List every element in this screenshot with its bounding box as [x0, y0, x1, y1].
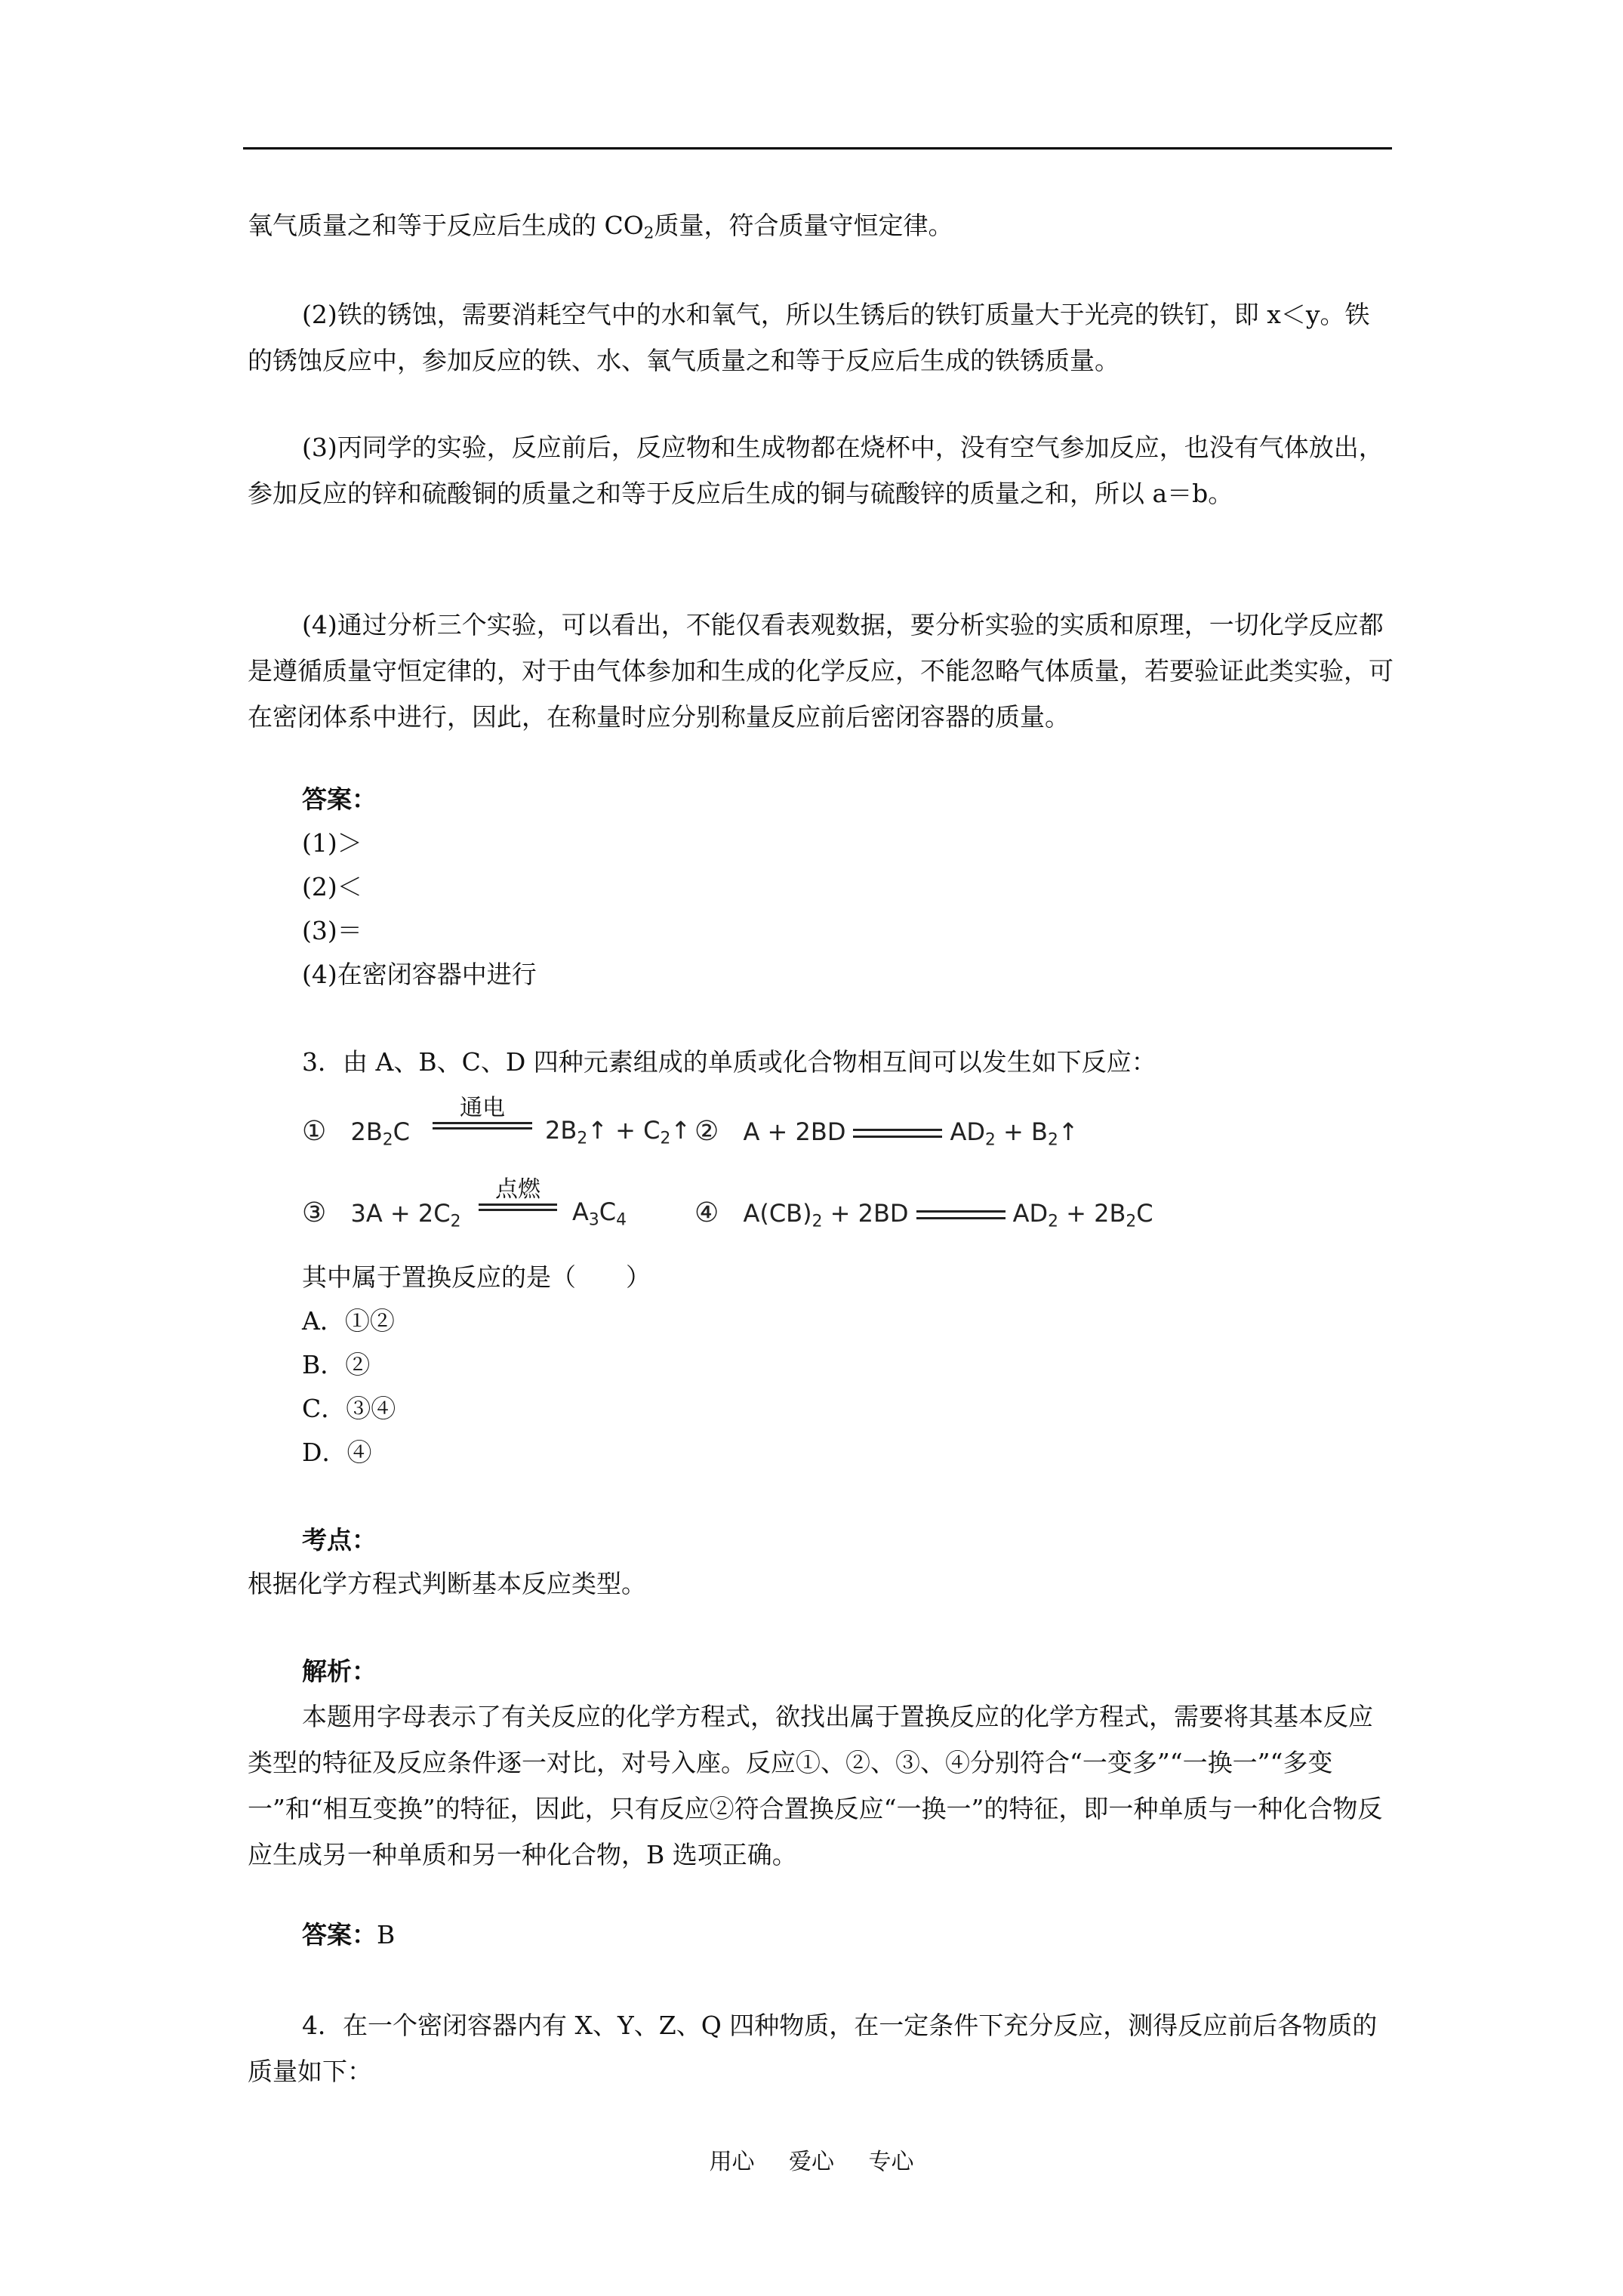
- condition-electrolysis: [433, 1096, 532, 1130]
- option-a: A．①②: [302, 1306, 395, 1336]
- question-3-stem: 3．由 A、B、C、D 四种元素组成的单质或化合物相互间可以发生如下反应：: [302, 1047, 1156, 1077]
- answer-item-2: (2)＜: [302, 872, 362, 901]
- kaodian-text: 根据化学方程式判断基本反应类型。: [248, 1569, 646, 1598]
- equals-sign: [853, 1129, 942, 1138]
- equation-2: ② A + 2BD $AD_2$ + $B_2↑$: [694, 1116, 1079, 1150]
- answer-item-1: (1)＞: [302, 828, 362, 858]
- answer-title: 答案：: [302, 784, 377, 814]
- paragraph-zinc: (3)丙同学的实验，反应前后，反应物和生成物都在烧杯中，没有空气参加反应，也没有气体放出，参加反应的锌和硫酸铜的质量之和等于反应后生成的铜与硫酸锌的质量之和，所以 a＝b。: [248, 433, 1384, 508]
- equals-bar: [479, 1203, 557, 1211]
- condition-text: 通电: [460, 1095, 505, 1121]
- paragraph-analysis: (4)通过分析三个实验，可以看出，不能仅看表观数据，要分析实验的实质和原理，一切化学反应都是遵循质量守恒定律的，对于由气体参加和生成的化学反应，不能忽略气体质量，若要验证此类实验，可在密闭体系中进行，因此，在称量时应分别称量反应前后密闭容器的质量。: [248, 610, 1394, 732]
- footer-word: 用心: [709, 2149, 755, 2175]
- equation-1: ① $2B_2C$: [302, 1116, 410, 1150]
- paragraph-iron-rust: (2)铁的锈蚀，需要消耗空气中的水和氧气，所以生锈后的铁钉质量大于光亮的铁钉，即 x＜y。铁的锈蚀反应中，参加反应的铁、水、氧气质量之和等于反应后生成的铁锈质量。: [248, 300, 1370, 375]
- page-footer: [0, 2143, 1623, 2176]
- equation-4: ④ $A(CB)_2 + 2BD$ $AD_2 + 2B_2C$: [694, 1197, 1153, 1231]
- equation-3: ③ $3A + 2C_2$: [302, 1197, 461, 1231]
- equation-1-products: $2B_2↑$ + $C_2↑$: [545, 1116, 691, 1148]
- paragraph-co2: [248, 202, 1394, 248]
- text: 氧气质量之和等于反应后生成的 CO: [248, 211, 644, 240]
- question-3-prompt: 其中属于置换反应的是（ ）: [302, 1262, 651, 1292]
- footer-word: 爱心: [789, 2149, 834, 2175]
- option-b: B．②: [302, 1350, 371, 1379]
- circled-number: ①: [302, 1116, 327, 1147]
- footer-word: 专心: [868, 2149, 914, 2175]
- circled-number: ②: [694, 1116, 719, 1147]
- option-d: D．④: [302, 1438, 372, 1467]
- jiexi-text: 本题用字母表示了有关反应的化学方程式，欲找出属于置换反应的化学方程式，需要将其基本反应类型的特征及反应条件逐一对比，对号入座。反应①、②、③、④分别符合“一变多”“一换一”“多变一”和“相互变换”的特征，因此，只有反应②符合置换反应“一换一”的特征，即一种单质与一种化合物反应生成另一种单质和另一种化合物，B 选项正确。: [248, 1702, 1383, 1869]
- equals-sign: [916, 1210, 1006, 1219]
- subscript: 2: [643, 223, 654, 243]
- answer-item-4: (4)在密闭容器中进行: [302, 960, 537, 989]
- header-rule: [243, 147, 1392, 149]
- equals-bar: [433, 1122, 532, 1130]
- condition-text: 点燃: [495, 1176, 540, 1203]
- answer-line: [302, 1913, 395, 1957]
- jiexi-title: 解析：: [302, 1657, 377, 1686]
- circled-number: ③: [302, 1197, 327, 1228]
- text: 质量，符合质量守恒定律。: [654, 211, 953, 240]
- equation-3-products: $A_3C_4$: [572, 1197, 627, 1230]
- answer-label: 答案：: [302, 1920, 377, 1949]
- option-c: C．③④: [302, 1394, 396, 1423]
- answer-value: B: [377, 1920, 396, 1949]
- kaodian-title: 考点：: [302, 1525, 377, 1555]
- circled-number: ④: [694, 1197, 719, 1228]
- condition-ignition: [479, 1178, 557, 1211]
- answer-item-3: (3)＝: [302, 916, 362, 945]
- question-4-stem: 4．在一个密闭容器内有 X、Y、Z、Q 四种物质，在一定条件下充分反应，测得反应前后各物质的质量如下：: [248, 2011, 1378, 2086]
